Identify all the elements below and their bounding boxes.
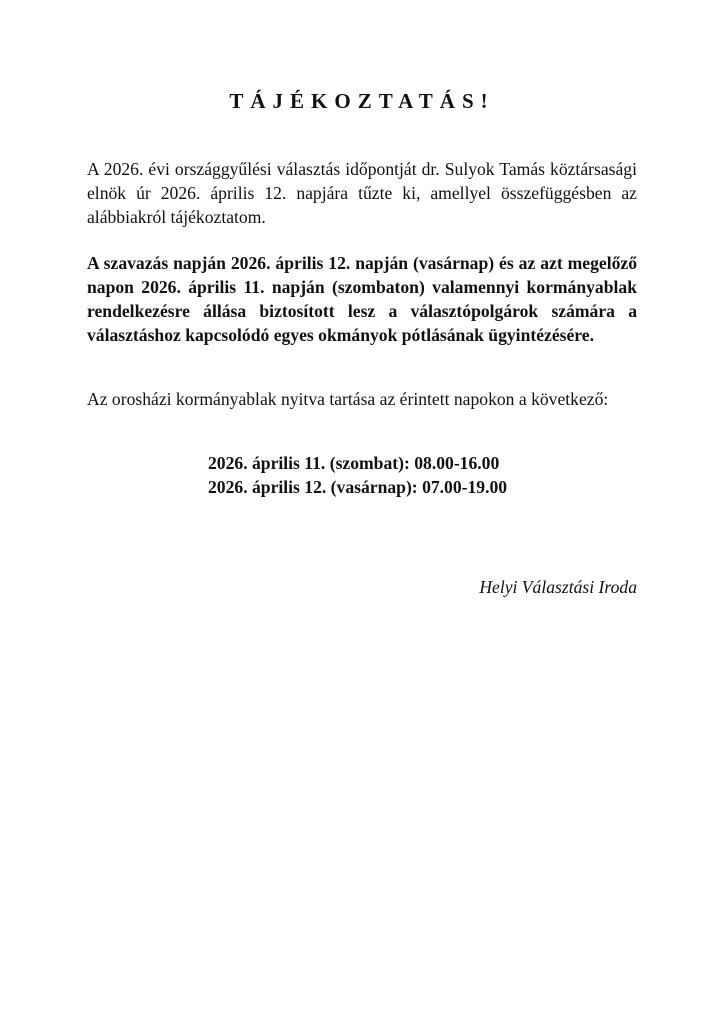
opening-hours-list bbox=[208, 451, 507, 499]
bold-notice-paragraph: A szavazás napján 2026. április 12. napján (vasárnap) és az azt megelőző napon 2026. április 11. napján (szombaton) valamennyi kormányablak rendelkezésre állása biztosított lesz a választópolgárok számára a választáshoz kapcsolódó egyes okmányok pótlásának ügyintézésére. bbox=[87, 253, 637, 345]
opening-hours-saturday: 2026. április 11. (szombat): 08.00-16.00 bbox=[208, 453, 500, 473]
opening-hours-intro: Az orosházi kormányablak nyitva tartása az érintett napokon a következő: bbox=[87, 389, 609, 409]
document-title: TÁJÉKOZTATÁS! bbox=[229, 89, 495, 113]
signature: Helyi Választási Iroda bbox=[479, 577, 637, 597]
opening-hours-sunday: 2026. április 12. (vasárnap): 07.00-19.00 bbox=[208, 477, 508, 497]
intro-paragraph: A 2026. évi országgyűlési választás időpontját dr. Sulyok Tamás köztársasági elnök úr 2026. április 12. napjára tűzte ki, amellyel összefüggésben az alábbiakról tájékoztatom. bbox=[87, 159, 637, 227]
